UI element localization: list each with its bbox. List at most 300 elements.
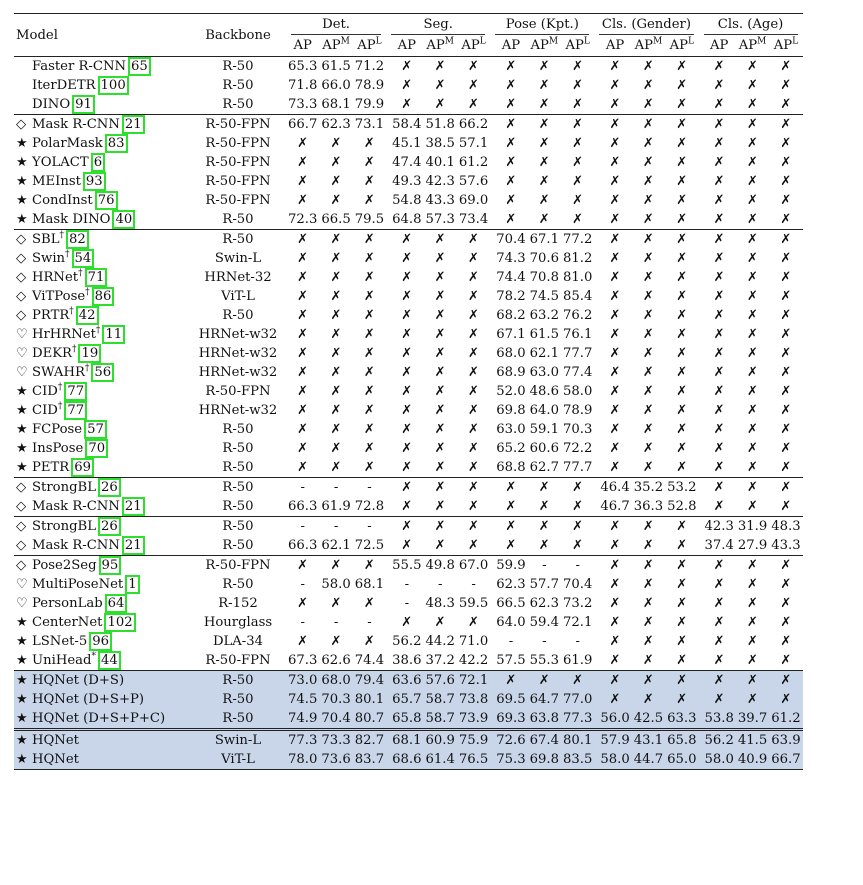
metric-cell: ✗ — [434, 59, 446, 74]
metric-cell: 40.9 — [736, 750, 769, 770]
metric-cell: ✗ — [780, 634, 792, 649]
metric-cell: 70.3 — [563, 422, 593, 437]
metric-cell: 71.8 — [288, 78, 318, 93]
metric-cell: ✗ — [632, 517, 665, 537]
metric-cell: 43.1 — [632, 730, 665, 751]
model-superscript: † — [59, 230, 64, 241]
metric-cell: 42.3 — [425, 174, 455, 189]
metric-cell: ✗ — [713, 499, 725, 514]
method-type-icon: ★ — [16, 615, 28, 630]
metric-cell: 81.2 — [563, 251, 593, 266]
metric-cell: 64.7 — [529, 692, 559, 707]
metric-cell: ✗ — [297, 403, 309, 418]
metric-cell: 39.7 — [736, 709, 769, 730]
table-row — [14, 750, 803, 770]
metric-cell: - — [471, 577, 476, 592]
backbone-cell: R-50 — [190, 671, 286, 691]
metric-cell: ✗ — [609, 538, 621, 553]
metric-cell: 64.0 — [529, 403, 559, 418]
metric-cell: ✗ — [434, 441, 446, 456]
metric-cell: 58.4 — [386, 115, 423, 135]
metric-cell: ✗ — [769, 478, 802, 498]
metric-cell: ✗ — [330, 308, 342, 323]
metric-cell: ✗ — [363, 346, 375, 361]
metric-cell: ✗ — [747, 615, 759, 630]
metric-cell: ✗ — [609, 577, 621, 592]
metric-cell: 78.2 — [496, 289, 526, 304]
metric-header — [665, 35, 698, 57]
metric-cell: ✗ — [468, 78, 480, 93]
metric-header — [632, 35, 665, 57]
metric-cell: ✗ — [401, 460, 413, 475]
citation-link[interactable]: 57 — [84, 420, 107, 439]
metric-cell: ✗ — [780, 441, 792, 456]
table-row — [14, 651, 803, 671]
metric-cell: ✗ — [330, 174, 342, 189]
metric-label: AP — [397, 38, 417, 53]
metric-superscript: L — [688, 36, 694, 47]
metric-cell: ✗ — [468, 538, 480, 553]
metric-cell: ✗ — [642, 634, 654, 649]
backbone-cell: R-50 — [222, 538, 254, 553]
model-name: PETR — [32, 460, 70, 475]
model-cell — [14, 556, 190, 576]
model-name: CondInst — [32, 193, 93, 208]
method-type-icon: ★ — [16, 212, 28, 227]
metric-cell: ✗ — [736, 478, 769, 498]
model-name: CID — [32, 384, 58, 399]
backbone-cell: R-50 — [222, 441, 254, 456]
metric-cell: 68.0 — [319, 671, 352, 691]
metric-cell: ✗ — [538, 78, 550, 93]
metric-cell: 67.3 — [288, 653, 318, 668]
metric-cell: ✗ — [665, 690, 698, 709]
metric-cell: ✗ — [699, 478, 736, 498]
table-row — [14, 458, 803, 478]
metric-cell: ✗ — [538, 97, 550, 112]
metric-cell: ✗ — [747, 460, 759, 475]
metric-cell: 83.5 — [561, 750, 594, 770]
citation-link[interactable]: 11 — [102, 325, 125, 344]
model-name: HQNet — [32, 733, 79, 748]
citation-link[interactable]: 70 — [85, 439, 108, 458]
metric-cell: ✗ — [642, 384, 654, 399]
metric-cell: ✗ — [747, 212, 759, 227]
metric-cell: ✗ — [676, 308, 688, 323]
table-row — [14, 730, 803, 751]
metric-cell: 42.3 — [699, 517, 736, 537]
metric-cell: ✗ — [434, 308, 446, 323]
metric-cell: ✗ — [642, 308, 654, 323]
metric-cell: ✗ — [642, 346, 654, 361]
metric-cell: 46.7 — [600, 499, 630, 514]
metric-cell: ✗ — [699, 115, 736, 135]
metric-cell: 78.0 — [286, 750, 319, 770]
citation-link[interactable]: 93 — [83, 172, 106, 191]
metric-cell: 73.4 — [458, 212, 489, 227]
metric-label: AP — [773, 38, 793, 53]
metric-cell: - — [353, 478, 386, 498]
metric-cell: 35.2 — [632, 478, 665, 498]
method-type-icon: ★ — [16, 193, 28, 208]
metric-cell: ✗ — [297, 422, 309, 437]
model-cell — [14, 730, 190, 751]
metric-cell: ✗ — [297, 346, 309, 361]
metric-cell: ✗ — [330, 193, 342, 208]
citation-link[interactable]: 44 — [98, 651, 121, 670]
metric-cell: ✗ — [401, 251, 413, 266]
table-row — [14, 497, 803, 517]
backbone-cell: R-50-FPN — [205, 136, 271, 151]
metric-cell: 48.3 — [425, 596, 455, 611]
metric-cell: ✗ — [490, 478, 527, 498]
citation-link[interactable]: 21 — [122, 536, 145, 555]
metric-cell: ✗ — [363, 384, 375, 399]
model-name: SBL — [32, 232, 60, 247]
model-name: LSNet-5 — [32, 634, 88, 649]
metric-cell: 68.1 — [321, 97, 351, 112]
metric-cell: ✗ — [713, 136, 725, 151]
model-name: IterDETR — [32, 78, 96, 93]
metric-cell: ✗ — [632, 230, 665, 250]
model-name: HrHRNet — [32, 327, 96, 342]
metric-cell: ✗ — [401, 78, 413, 93]
citation-link[interactable]: 82 — [66, 230, 89, 249]
metric-cell: 74.5 — [288, 692, 318, 707]
model-superscript: † — [57, 382, 63, 393]
method-type-icon: ★ — [16, 422, 28, 437]
metric-cell: ✗ — [401, 289, 413, 304]
metric-cell: ✗ — [363, 596, 375, 611]
metric-cell: ✗ — [330, 403, 342, 418]
metric-cell: ✗ — [572, 212, 584, 227]
metric-cell: ✗ — [594, 230, 631, 250]
method-type-icon: ★ — [16, 460, 28, 475]
metric-cell: ✗ — [713, 384, 725, 399]
model-cell — [14, 671, 190, 691]
table-body — [14, 57, 803, 770]
metric-cell: 80.1 — [354, 692, 385, 707]
model-name: FCPose — [32, 422, 83, 437]
metric-cell: 72.5 — [354, 538, 385, 553]
metric-cell: 37.4 — [704, 538, 734, 553]
metric-cell: ✗ — [609, 251, 621, 266]
metric-cell: ✗ — [747, 384, 759, 399]
table-row — [14, 690, 803, 709]
metric-cell: 72.1 — [563, 615, 593, 630]
metric-cell: ✗ — [713, 653, 725, 668]
metric-cell: ✗ — [609, 155, 621, 170]
metric-cell: ✗ — [642, 97, 654, 112]
citation-link[interactable]: 77 — [64, 401, 87, 420]
metric-cell: ✗ — [363, 174, 375, 189]
citation-link[interactable]: 96 — [89, 632, 112, 651]
metric-cell: ✗ — [780, 136, 792, 151]
metric-cell: ✗ — [747, 577, 759, 592]
metric-cell: ✗ — [401, 327, 413, 342]
metric-cell: ✗ — [747, 653, 759, 668]
metric-cell: ✗ — [468, 308, 480, 323]
metric-cell: 71.2 — [354, 59, 385, 74]
metric-cell: 52.0 — [496, 384, 526, 399]
metric-cell: 69.3 — [490, 709, 527, 730]
metric-cell: 54.8 — [392, 193, 422, 208]
method-type-icon: ◇ — [16, 289, 27, 304]
metric-cell: ✗ — [780, 346, 792, 361]
model-name: Faster R-CNN — [32, 59, 127, 74]
table-row — [14, 172, 803, 191]
citation-link[interactable]: 19 — [78, 344, 101, 363]
metric-cell: ✗ — [363, 251, 375, 266]
metric-cell: ✗ — [642, 174, 654, 189]
metric-cell: ✗ — [676, 538, 688, 553]
metric-cell: ✗ — [780, 212, 792, 227]
metric-cell: ✗ — [609, 403, 621, 418]
metric-cell: ✗ — [780, 499, 792, 514]
metric-cell: ✗ — [780, 365, 792, 380]
model-superscript: † — [65, 249, 70, 260]
citation-link[interactable]: 95 — [99, 556, 122, 575]
metric-header — [594, 35, 631, 57]
table-row — [14, 536, 803, 556]
metric-cell: 56.0 — [594, 709, 631, 730]
metric-cell: 77.0 — [563, 692, 593, 707]
table-row — [14, 268, 803, 287]
citation-link[interactable]: 26 — [98, 517, 121, 536]
metric-cell: 48.6 — [529, 384, 559, 399]
metric-cell: 61.5 — [529, 327, 559, 342]
metric-cell: 48.3 — [769, 517, 802, 537]
metric-cell: ✗ — [676, 422, 688, 437]
metric-cell: - — [367, 615, 372, 630]
metric-cell: ✗ — [780, 422, 792, 437]
metric-cell: ✗ — [386, 478, 423, 498]
model-cell — [14, 439, 190, 458]
results-table — [14, 13, 803, 770]
citation-link[interactable]: 21 — [122, 115, 145, 134]
metric-cell: ✗ — [572, 499, 584, 514]
citation-link[interactable]: 91 — [72, 95, 95, 114]
citation-link[interactable]: 102 — [104, 613, 135, 632]
metric-cell: 80.7 — [353, 709, 386, 730]
metric-cell: 62.6 — [321, 653, 351, 668]
metric-label: AP — [461, 38, 480, 53]
citation-link[interactable]: 76 — [95, 191, 118, 210]
metric-cell: 42.5 — [632, 709, 665, 730]
metric-cell: ✗ — [780, 460, 792, 475]
metric-cell: ✗ — [676, 97, 688, 112]
metric-cell: 55.3 — [529, 653, 559, 668]
model-cell — [14, 382, 190, 401]
metric-cell: ✗ — [676, 136, 688, 151]
model-cell — [14, 115, 190, 135]
model-name: HQNet — [32, 752, 79, 767]
metric-cell: 63.3 — [665, 709, 698, 730]
metric-cell: 72.6 — [490, 730, 527, 751]
metric-cell: 68.1 — [354, 577, 385, 592]
metric-cell: 63.8 — [528, 709, 561, 730]
metric-cell: ✗ — [780, 577, 792, 592]
metric-cell: 64.8 — [392, 212, 422, 227]
metric-label: AP — [501, 38, 521, 53]
method-type-icon: ★ — [16, 733, 28, 748]
metric-cell: ✗ — [297, 460, 309, 475]
metric-cell: ✗ — [713, 615, 725, 630]
metric-cell: ✗ — [330, 596, 342, 611]
metric-cell: 74.9 — [286, 709, 319, 730]
metric-cell: ✗ — [330, 346, 342, 361]
model-cell — [14, 249, 190, 268]
method-type-icon: ◇ — [16, 308, 27, 323]
metric-cell: 36.3 — [633, 499, 664, 514]
metric-cell: ✗ — [401, 346, 413, 361]
model-name: HRNet — [32, 270, 79, 285]
model-name: HQNet (D+S+P) — [32, 692, 145, 707]
metric-cell: ✗ — [528, 478, 561, 498]
metric-cell: ✗ — [490, 517, 527, 537]
metric-cell: 70.4 — [490, 230, 527, 250]
metric-cell: 77.2 — [561, 230, 594, 250]
citation-link[interactable]: 6 — [91, 153, 105, 172]
backbone-cell: Swin-L — [190, 730, 286, 751]
metric-cell: - — [404, 596, 410, 611]
metric-cell: 62.3 — [529, 596, 559, 611]
table-row — [14, 613, 803, 632]
citation-link[interactable]: 21 — [122, 497, 145, 516]
metric-cell: ✗ — [468, 289, 480, 304]
group-header: Det. — [286, 14, 386, 36]
metric-cell: ✗ — [747, 403, 759, 418]
metric-cell: ✗ — [330, 155, 342, 170]
backbone-cell: R-50 — [190, 230, 286, 250]
metric-cell: 68.1 — [386, 730, 423, 751]
metric-cell: ✗ — [468, 615, 480, 630]
metric-cell: ✗ — [676, 270, 688, 285]
metric-cell: ✗ — [676, 365, 688, 380]
citation-link[interactable]: 56 — [91, 363, 114, 382]
metric-header — [736, 35, 769, 57]
metric-cell: - — [300, 615, 305, 630]
metric-cell: 59.1 — [529, 422, 559, 437]
method-type-icon: ◇ — [16, 538, 27, 553]
citation-link[interactable]: 86 — [92, 287, 115, 306]
metric-cell: 77.4 — [563, 365, 593, 380]
metric-cell: ✗ — [609, 346, 621, 361]
citation-link[interactable]: 71 — [85, 268, 108, 287]
model-name: Mask R-CNN — [32, 538, 120, 553]
metric-cell: ✗ — [676, 346, 688, 361]
method-type-icon: ◇ — [16, 558, 27, 573]
metric-cell: ✗ — [505, 97, 517, 112]
metric-cell: 66.7 — [769, 750, 802, 770]
metric-cell: ✗ — [319, 230, 352, 250]
metric-cell: ✗ — [468, 460, 480, 475]
metric-cell: 83.7 — [353, 750, 386, 770]
citation-link[interactable]: 69 — [71, 458, 94, 477]
metric-cell: ✗ — [594, 671, 631, 691]
method-type-icon: ♡ — [16, 365, 28, 380]
metric-cell: ✗ — [424, 517, 457, 537]
metric-cell: ✗ — [642, 538, 654, 553]
metric-cell: - — [561, 556, 594, 576]
metric-cell: ✗ — [434, 78, 446, 93]
metric-cell: ✗ — [572, 155, 584, 170]
group-header: Seg. — [386, 14, 490, 36]
model-name: HQNet (D+S+P+C) — [32, 711, 166, 726]
metric-cell: 65.8 — [665, 730, 698, 751]
citation-link[interactable]: 54 — [72, 249, 95, 268]
citation-link[interactable]: 1 — [125, 575, 139, 594]
citation-link[interactable]: 83 — [105, 134, 128, 153]
table-row — [14, 249, 803, 268]
metric-cell: ✗ — [642, 78, 654, 93]
metric-cell: ✗ — [642, 289, 654, 304]
metric-cell: ✗ — [363, 193, 375, 208]
metric-cell: 77.7 — [563, 460, 593, 475]
metric-cell: ✗ — [505, 155, 517, 170]
metric-cell: ✗ — [609, 634, 621, 649]
citation-link[interactable]: 64 — [105, 594, 128, 613]
metric-cell: 49.8 — [424, 556, 457, 576]
metric-cell: 70.4 — [319, 709, 352, 730]
metric-cell: ✗ — [736, 690, 769, 709]
backbone-cell: HRNet-w32 — [198, 327, 278, 342]
metric-cell: 74.3 — [496, 251, 526, 266]
metric-cell: ✗ — [780, 596, 792, 611]
metric-cell: ✗ — [594, 556, 631, 576]
table-row — [14, 76, 803, 95]
citation-link[interactable]: 26 — [98, 478, 121, 497]
method-type-icon: ★ — [16, 634, 28, 649]
metric-cell: 74.4 — [496, 270, 526, 285]
metric-header — [769, 35, 802, 57]
citation-link[interactable]: 42 — [76, 306, 99, 325]
metric-cell: ✗ — [676, 403, 688, 418]
metric-cell: ✗ — [457, 230, 490, 250]
metric-cell: ✗ — [330, 422, 342, 437]
metric-cell: 55.5 — [386, 556, 423, 576]
model-name: Swin — [32, 251, 66, 266]
metric-cell: ✗ — [642, 365, 654, 380]
method-type-icon: ★ — [16, 752, 28, 767]
model-superscript: † — [69, 306, 74, 317]
metric-cell: 43.3 — [425, 193, 455, 208]
metric-cell: ✗ — [297, 327, 309, 342]
model-cell — [14, 613, 190, 632]
metric-cell: ✗ — [330, 251, 342, 266]
metric-cell: ✗ — [747, 365, 759, 380]
citation-link[interactable]: 100 — [98, 76, 129, 95]
method-type-icon: ◇ — [16, 251, 27, 266]
metric-header — [424, 35, 457, 57]
metric-cell: ✗ — [297, 270, 309, 285]
citation-link[interactable]: 40 — [112, 210, 135, 229]
metric-cell: ✗ — [642, 422, 654, 437]
citation-link[interactable]: 77 — [64, 382, 87, 401]
metric-cell: ✗ — [538, 538, 550, 553]
method-type-icon: ◇ — [16, 117, 27, 132]
metric-cell: ✗ — [363, 308, 375, 323]
metric-cell: ✗ — [457, 478, 490, 498]
metric-cell: ✗ — [434, 460, 446, 475]
citation-link[interactable]: 65 — [128, 57, 151, 76]
metric-cell: 72.8 — [354, 499, 385, 514]
metric-cell: - — [404, 577, 410, 592]
metric-cell: ✗ — [780, 308, 792, 323]
metric-cell: ✗ — [609, 596, 621, 611]
metric-label: AP — [709, 38, 729, 53]
metric-cell: ✗ — [699, 230, 736, 250]
